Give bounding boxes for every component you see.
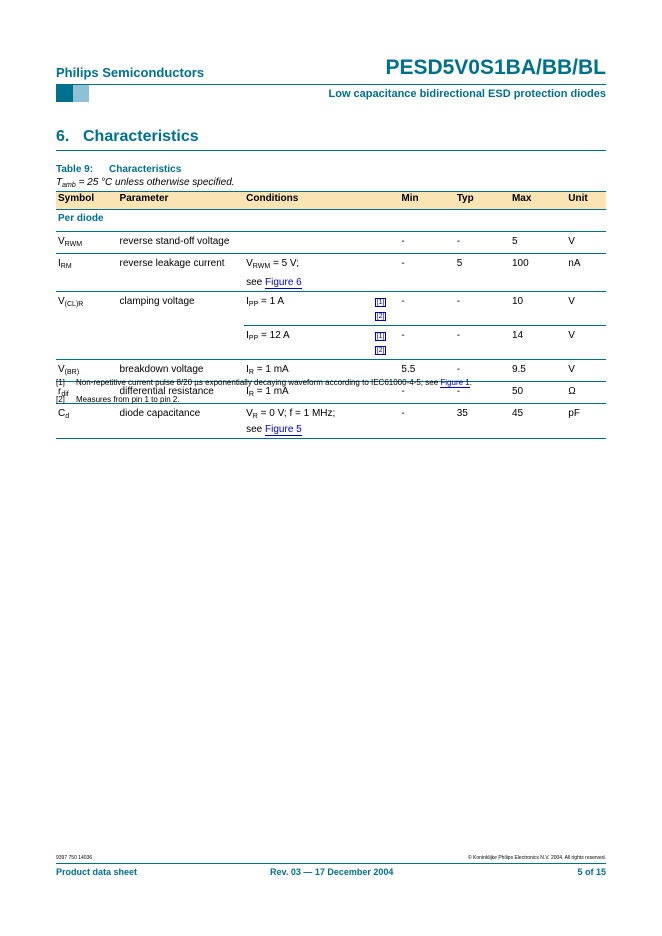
figure-5-link[interactable]: Figure 5: [265, 424, 302, 435]
footnote-1: [56, 378, 472, 387]
company-name: Philips Semiconductors: [56, 65, 205, 80]
table-caption-title: Characteristics: [109, 164, 182, 175]
cell-max: 14: [510, 326, 566, 360]
cell-typ: -: [455, 382, 510, 404]
cell-min: 5.5: [399, 360, 454, 382]
cell-symbol: $V_{RWM}$: [56, 232, 118, 254]
note-text: = 25 °C unless otherwise specified.: [75, 177, 235, 188]
footer-document-type: Product data sheet: [56, 867, 138, 877]
cell-max: 100: [510, 254, 566, 292]
header-typ: Typ: [456, 193, 474, 204]
cell-parameter: diode capacitance: [118, 404, 245, 439]
table-caption: [56, 164, 181, 175]
table-group-row: [56, 210, 606, 232]
table-row: [56, 232, 606, 254]
cell-min: -: [399, 382, 454, 404]
table-row: [56, 404, 606, 439]
figure-6-link[interactable]: Figure 6: [265, 277, 302, 288]
table-header-row: [56, 192, 606, 210]
cell-parameter: breakdown voltage: [118, 360, 245, 382]
section-heading: [56, 128, 199, 146]
footnote-2: [56, 395, 180, 404]
header-rule: [56, 84, 606, 85]
cell-typ: -: [455, 292, 510, 326]
cell-refs: [373, 326, 400, 360]
cell-max: 10: [510, 292, 566, 326]
cell-refs: [373, 404, 400, 439]
header-parameter: Parameter: [119, 193, 169, 204]
footnote-ref-1[interactable]: [1]: [376, 299, 385, 306]
cell-symbol: $V_{(CL)R}$: [56, 292, 118, 326]
cell-symbol: $V_{(BR)}$: [56, 360, 118, 382]
cell-conditions: $V_R = 0$ V; f = 1 MHz; see Figure 5: [244, 404, 373, 439]
footnote-1-text: Non-repetitive current pulse 8/20 µs exponentially decaying waveform according to IEC61000-4-5; see: [76, 378, 441, 387]
cell-min: -: [399, 232, 454, 254]
cell-refs: [373, 292, 400, 326]
cell-conditions: $I_R = 1$ mA: [244, 382, 373, 404]
cell-conditions: $I_R = 1$ mA: [244, 360, 373, 382]
document-subtitle: Low capacitance bidirectional ESD protection diodes: [328, 88, 606, 100]
cell-parameter: clamping voltage: [118, 292, 245, 326]
section-title: Characteristics: [83, 128, 199, 145]
cell-unit: V: [566, 232, 606, 254]
copyright-notice: © Koninklijke Philips Electronics N.V. 2004. All rights reserved.: [467, 855, 606, 861]
table-row: [56, 292, 606, 326]
footer-page-number: 5 of 15: [577, 867, 606, 877]
table-row: [56, 254, 606, 292]
cell-unit: Ω: [566, 382, 606, 404]
cell-parameter: differential resistance: [118, 382, 245, 404]
cell-unit: V: [566, 360, 606, 382]
table-caption-label: Table 9:: [56, 164, 94, 175]
header-max: Max: [511, 193, 532, 204]
cell-symbol: $I_{RM}$: [56, 254, 118, 292]
cell-max: 9.5: [510, 360, 566, 382]
cell-min: -: [399, 404, 454, 439]
cell-conditions: $I_{PP} = 1$ A: [244, 292, 373, 326]
cell-min: -: [399, 254, 454, 292]
header-symbol: Symbol: [58, 193, 95, 204]
cell-unit: V: [566, 326, 606, 360]
cell-max: 5: [510, 232, 566, 254]
footnote-ref-2[interactable]: [2]: [376, 347, 385, 354]
header-unit: Unit: [568, 193, 588, 204]
footnote-ref-2[interactable]: [2]: [376, 313, 385, 320]
cell-refs: [373, 232, 400, 254]
cell-typ: 5: [455, 254, 510, 292]
section-number: 6.: [56, 128, 70, 145]
cell-typ: -: [455, 326, 510, 360]
footnote-1-number: [1]: [56, 378, 65, 387]
logo-block-light: [73, 85, 89, 102]
note-subscript: amb: [62, 182, 76, 189]
cell-symbol: [56, 326, 118, 360]
footnote-2-text: Measures from pin 1 to pin 2.: [76, 395, 180, 404]
document-number: 9397 750 14036: [56, 855, 93, 861]
cell-symbol: $r_{dif}$: [56, 382, 118, 404]
cell-typ: -: [455, 232, 510, 254]
cell-conditions: $I_{PP} = 12$ A: [244, 326, 373, 360]
cell-unit: V: [566, 292, 606, 326]
cell-parameter: reverse leakage current: [118, 254, 245, 292]
footnote-1-tail: .: [469, 378, 472, 387]
logo-block-dark: [56, 85, 73, 102]
cell-conditions: [244, 232, 373, 254]
note-symbol: T: [56, 177, 63, 188]
section-rule: [56, 150, 606, 151]
cell-parameter: reverse stand-off voltage: [118, 232, 245, 254]
cell-refs: [373, 254, 400, 292]
header-refs: [373, 192, 400, 210]
cell-min: -: [399, 292, 454, 326]
footer-revision: Rev. 03 — 17 December 2004: [270, 867, 394, 877]
cell-max: 45: [510, 404, 566, 439]
group-label: Per diode: [56, 210, 606, 232]
cell-unit: pF: [566, 404, 606, 439]
cell-parameter: [118, 326, 245, 360]
product-code: PESD5V0S1BA/BB/BL: [385, 56, 606, 79]
cell-conditions: $V_{RWM} = 5$ V; see Figure 6: [244, 254, 373, 292]
cell-unit: nA: [566, 254, 606, 292]
footer-rule: [56, 863, 606, 864]
header-conditions: Conditions: [246, 193, 299, 204]
footnote-2-number: [2]: [56, 395, 65, 404]
header-min: Min: [401, 193, 419, 204]
cell-typ: 35: [455, 404, 510, 439]
table-condition-note: [56, 177, 235, 189]
cell-min: -: [399, 326, 454, 360]
cell-symbol: $C_d$: [56, 404, 118, 439]
cell-max: 50: [510, 382, 566, 404]
table-row: [56, 326, 606, 360]
footnote-ref-1[interactable]: [1]: [376, 333, 385, 340]
figure-1-link[interactable]: Figure 1: [440, 378, 470, 387]
cell-typ: -: [455, 360, 510, 382]
